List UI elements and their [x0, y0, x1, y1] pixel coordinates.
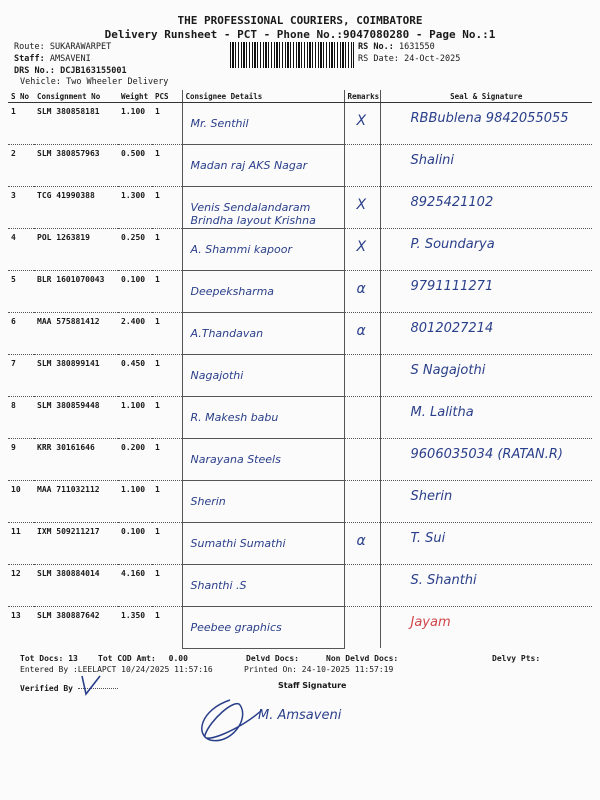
row-sno: 6 [8, 313, 34, 355]
delvd-docs-label: Delvd Docs: [246, 654, 299, 663]
row-consignee [182, 565, 344, 607]
row-remarks-text [345, 607, 380, 617]
row-weight: 1.100 [118, 397, 152, 439]
row-sno: 13 [8, 607, 34, 649]
row-signature-text: S Nagajothi [410, 363, 486, 378]
table-row [8, 187, 592, 229]
row-consignee-text: Mr. Senthil [190, 117, 249, 130]
row-pcs: 1 [152, 229, 182, 271]
row-signature [380, 103, 592, 145]
row-pcs: 1 [152, 271, 182, 313]
row-consignment-no: KRR 30161646 [34, 439, 118, 481]
verified-by-label: Verified By [20, 684, 73, 693]
row-signature-text: P. Soundarya [410, 237, 495, 252]
runsheet-table [8, 90, 592, 649]
table-row [8, 439, 592, 481]
row-remarks-text: α [356, 323, 366, 339]
row-consignee-text: Deepeksharma [190, 285, 275, 298]
row-pcs: 1 [152, 187, 182, 229]
row-pcs: 1 [152, 145, 182, 187]
tot-docs-label: Tot Docs: [20, 654, 64, 663]
row-signature [380, 229, 592, 271]
row-signature-text: Shalini [410, 153, 455, 168]
row-signature [380, 439, 592, 481]
table-header-row [8, 90, 592, 103]
row-consignment-no: SLM 380857963 [34, 145, 118, 187]
row-consignee [182, 187, 344, 229]
drs-label: DRS No.: [14, 66, 55, 76]
row-consignee-text: Sumathi Sumathi [190, 537, 286, 550]
row-sno: 10 [8, 481, 34, 523]
row-signature [380, 187, 592, 229]
col-remarks: Remarks [344, 90, 380, 103]
row-consignee-text: Venis Sendalandaram Brindha layout Krishna [190, 201, 316, 227]
row-weight: 0.100 [118, 271, 152, 313]
row-consignment-no: MAA 711032112 [34, 481, 118, 523]
row-signature-text: S. Shanthi [410, 573, 477, 588]
row-weight: 0.250 [118, 229, 152, 271]
row-pcs: 1 [152, 439, 182, 481]
row-signature [380, 523, 592, 565]
non-delvd-docs-label: Non Delvd Docs: [326, 654, 399, 663]
row-signature-text: 8012027214 [410, 321, 494, 336]
row-signature [380, 313, 592, 355]
vehicle-value: Two Wheeler Delivery [66, 77, 169, 87]
row-consignee-text: A.Thandavan [190, 327, 264, 340]
row-consignment-no: POL 1263819 [34, 229, 118, 271]
row-consignee [182, 145, 344, 187]
row-signature [380, 145, 592, 187]
row-weight: 4.160 [118, 565, 152, 607]
row-sno: 5 [8, 271, 34, 313]
row-signature-text: RBBublena 9842055055 [410, 111, 569, 126]
row-signature [380, 607, 592, 649]
row-weight: 0.450 [118, 355, 152, 397]
row-consignee [182, 439, 344, 481]
row-signature [380, 271, 592, 313]
row-sno: 11 [8, 523, 34, 565]
vehicle-label: Vehicle: [20, 77, 61, 87]
row-sno: 7 [8, 355, 34, 397]
col-consignment: Consignment No [34, 90, 118, 103]
vehicle-line [20, 77, 168, 87]
row-pcs: 1 [152, 607, 182, 649]
row-consignee-text: A. Shammi kapoor [190, 243, 292, 256]
row-pcs: 1 [152, 481, 182, 523]
row-remarks [344, 103, 380, 145]
staff-line [14, 54, 91, 64]
rs-no-value: 1631550 [398, 42, 435, 52]
rs-no-label: RS No.: [358, 42, 394, 52]
row-remarks [344, 229, 380, 271]
row-weight: 1.100 [118, 103, 152, 145]
row-consignment-no: SLM 380887642 [34, 607, 118, 649]
rs-date-value: 24-Oct-2025 [404, 54, 461, 64]
col-weight: Weight [118, 90, 152, 103]
row-sno: 2 [8, 145, 34, 187]
tot-cod-value: 0.00 [168, 654, 188, 663]
row-consignee [182, 607, 344, 649]
row-consignment-no: SLM 380858181 [34, 103, 118, 145]
row-remarks-text: X [356, 113, 367, 129]
row-remarks [344, 187, 380, 229]
printed-on: Printed On: 24-10-2025 11:57:19 [244, 665, 394, 674]
company-title: THE PROFESSIONAL COURIERS, COIMBATORE [177, 14, 423, 27]
tot-cod-label: Tot COD Amt: [98, 654, 156, 663]
tot-docs-value: 13 [68, 654, 78, 663]
row-remarks [344, 355, 380, 397]
row-remarks-text [345, 439, 380, 449]
row-signature-text: T. Sui [410, 531, 446, 546]
row-consignee [182, 355, 344, 397]
row-consignee [182, 523, 344, 565]
col-pcs: PCS [152, 90, 182, 103]
row-signature [380, 565, 592, 607]
row-remarks-text [345, 565, 380, 575]
row-remarks-text [345, 355, 380, 365]
row-consignee-text: Narayana Steels [190, 453, 281, 466]
staff-value: AMSAVENI [49, 54, 91, 64]
row-consignee-text: Sherin [190, 495, 226, 508]
table-row [8, 229, 592, 271]
row-sno: 8 [8, 397, 34, 439]
row-sno: 12 [8, 565, 34, 607]
table-row [8, 481, 592, 523]
row-pcs: 1 [152, 103, 182, 145]
rs-date-line [358, 54, 460, 64]
row-consignee-text: Madan raj AKS Nagar [190, 159, 308, 172]
row-sno: 9 [8, 439, 34, 481]
row-sno: 1 [8, 103, 34, 145]
staff-signature-text: M. Amsaveni [258, 708, 342, 723]
row-pcs: 1 [152, 313, 182, 355]
row-signature [380, 481, 592, 523]
row-remarks-text [345, 145, 380, 155]
row-signature-text: Jayam [410, 615, 451, 630]
barcode [230, 42, 354, 68]
row-consignee-text: Shanthi .S [190, 579, 247, 592]
row-remarks [344, 523, 380, 565]
verified-signature-mark [78, 672, 108, 702]
row-remarks [344, 565, 380, 607]
row-consignee [182, 271, 344, 313]
table-row [8, 145, 592, 187]
col-seal: Seal & Signature [380, 90, 592, 103]
row-consignment-no: BLR 1601070043 [34, 271, 118, 313]
row-consignment-no: SLM 380899141 [34, 355, 118, 397]
route-label: Route: [14, 42, 45, 52]
table-row [8, 607, 592, 649]
row-consignee-text: R. Makesh babu [190, 411, 279, 424]
row-signature-text: Sherin [410, 489, 453, 504]
row-remarks [344, 481, 380, 523]
entered-by: Entered By :LEELAPCT 10/24/2025 11:57:16 [20, 665, 213, 674]
row-remarks-text: X [356, 197, 367, 213]
row-signature-text: 9606035034 (RATAN.R) [410, 447, 563, 462]
col-sno: S No [8, 90, 34, 103]
row-weight: 0.500 [118, 145, 152, 187]
row-remarks-text: α [356, 533, 366, 549]
rs-date-label: RS Date: [358, 54, 399, 64]
row-consignee [182, 103, 344, 145]
row-consignment-no: SLM 380859448 [34, 397, 118, 439]
row-remarks [344, 313, 380, 355]
row-signature [380, 355, 592, 397]
drs-line [14, 66, 127, 76]
table-row [8, 103, 592, 145]
row-remarks-text [345, 481, 380, 491]
row-weight: 2.400 [118, 313, 152, 355]
row-consignee [182, 229, 344, 271]
row-remarks [344, 271, 380, 313]
row-pcs: 1 [152, 565, 182, 607]
route-value: SUKARAWARPET [49, 42, 112, 52]
table-row [8, 355, 592, 397]
row-consignee-text: Peebee graphics [190, 621, 282, 634]
row-pcs: 1 [152, 355, 182, 397]
row-sno: 3 [8, 187, 34, 229]
row-remarks [344, 145, 380, 187]
row-signature-text: 9791111271 [410, 279, 494, 294]
row-remarks [344, 397, 380, 439]
runsheet-heading: Delivery Runsheet - PCT - Phone No.:9047080280 - Page No.:1 [104, 28, 496, 41]
row-remarks [344, 607, 380, 649]
row-sno: 4 [8, 229, 34, 271]
row-pcs: 1 [152, 523, 182, 565]
staff-label: Staff: [14, 54, 45, 64]
row-consignee [182, 397, 344, 439]
row-remarks [344, 439, 380, 481]
table-row [8, 313, 592, 355]
row-signature [380, 397, 592, 439]
row-weight: 1.300 [118, 187, 152, 229]
row-consignment-no: SLM 380884014 [34, 565, 118, 607]
table-row [8, 397, 592, 439]
rs-no-line [358, 42, 435, 52]
row-weight: 1.100 [118, 481, 152, 523]
route-line [14, 42, 111, 52]
row-signature-text: 8925421102 [410, 195, 494, 210]
row-consignment-no: MAA 575881412 [34, 313, 118, 355]
row-weight: 1.350 [118, 607, 152, 649]
row-consignment-no: TCG 41990388 [34, 187, 118, 229]
delvy-pts-label: Delvy Pts: [492, 654, 541, 663]
table-row [8, 565, 592, 607]
table-row [8, 271, 592, 313]
row-remarks-text [345, 397, 380, 407]
row-remarks-text: α [356, 281, 366, 297]
staff-signature-label: Staff Signature [278, 681, 347, 690]
row-weight: 0.200 [118, 439, 152, 481]
row-consignee [182, 313, 344, 355]
drs-value: DCJB163155001 [60, 66, 127, 76]
row-signature-text: M. Lalitha [410, 405, 474, 420]
tot-cod [98, 654, 188, 663]
row-consignee [182, 481, 344, 523]
row-remarks-text: X [356, 239, 367, 255]
table-row [8, 523, 592, 565]
row-weight: 0.100 [118, 523, 152, 565]
row-consignment-no: IXM 509211217 [34, 523, 118, 565]
col-consignee: Consignee Details [182, 90, 344, 103]
row-pcs: 1 [152, 397, 182, 439]
row-consignee-text: Nagajothi [190, 369, 244, 382]
tot-docs [20, 654, 78, 663]
